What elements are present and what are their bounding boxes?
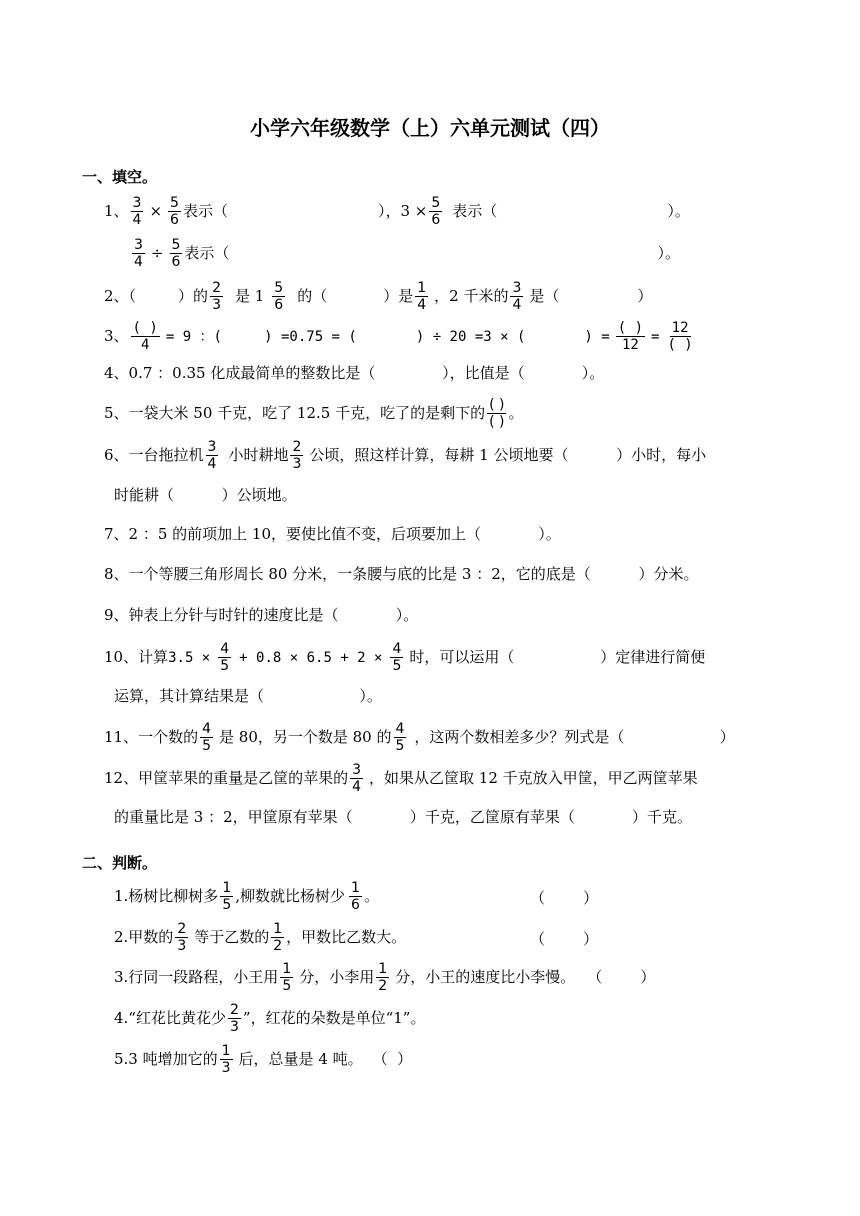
- text: 的（: [297, 287, 328, 305]
- question-8: 8、一个等腰三角形周长 80 分米，一条腰与底的比是 3 ：2，它的底是（ ）分米。: [104, 565, 699, 583]
- fraction: $\frac{3}{4}$: [352, 762, 362, 795]
- fraction: $\frac{2}{3}$: [212, 280, 221, 313]
- question-12: [104, 763, 698, 794]
- fraction: $\frac{12}{( )}$: [667, 320, 693, 353]
- text: 。: [508, 404, 524, 422]
- fraction: $\frac{1}{4}$: [417, 280, 427, 313]
- fraction: $\frac{2}{3}$: [177, 921, 187, 954]
- question-6: [104, 440, 706, 471]
- question-number: 3、: [104, 327, 129, 345]
- fraction: $\frac{3}{4}$: [132, 195, 142, 228]
- fraction: $\frac{5}{6}$: [431, 195, 441, 228]
- text: ，如果从乙筐取 12 千克放入甲筐，甲乙两筐苹果: [369, 769, 698, 787]
- judge-2: [114, 922, 406, 953]
- text: 表示（: [182, 202, 228, 220]
- expression: + 0.8 × 6.5 + 2 ×: [239, 649, 383, 666]
- text: ，2 千米的: [434, 287, 509, 305]
- fraction: $\frac{5}{6}$: [274, 280, 284, 313]
- question-6-cont: 时能耕（ ）公顷地。: [114, 486, 297, 504]
- judge-5-answer[interactable]: （ ）: [372, 1050, 413, 1068]
- text: 是 1: [234, 287, 265, 305]
- text: 是 80，另一个数是 80 的: [219, 728, 392, 746]
- text: 2.甲数的: [114, 928, 174, 946]
- fraction: $\frac{2}{3}$: [229, 1002, 239, 1035]
- text: 1.杨树比柳树多: [114, 887, 219, 905]
- text: 6、一台拖拉机: [104, 446, 204, 464]
- fraction: $\frac{2}{3}$: [292, 439, 302, 472]
- text: ，这两个数相差多少？列式是（ ）: [414, 728, 735, 746]
- text: 11、一个数的: [104, 728, 199, 746]
- fraction: $\frac{3}{4}$: [134, 237, 143, 270]
- text: 分，小李用: [299, 968, 375, 986]
- text: 12、甲筐苹果的重量是乙筐的苹果的: [104, 769, 349, 787]
- text: 。: [363, 887, 379, 905]
- section-fill-heading: 一、填空。: [82, 168, 158, 186]
- question-2: [104, 281, 652, 312]
- text: ）: [637, 287, 653, 305]
- question-5: [104, 398, 524, 429]
- fraction: $\frac{1}{5}$: [222, 880, 232, 913]
- fraction: $\frac{( )}{4}$: [132, 320, 158, 353]
- fraction: $\frac{1}{2}$: [378, 961, 388, 994]
- question-1a: [104, 196, 690, 227]
- text: 表示（: [452, 202, 498, 220]
- fraction: $\frac{1}{2}$: [273, 921, 283, 954]
- judge-1: [114, 881, 379, 912]
- text: ”，红花的朵数是单位“1”。: [242, 1009, 426, 1027]
- fraction: $\frac{4}{5}$: [202, 721, 212, 754]
- judge-3: [114, 962, 655, 993]
- fraction: $\frac{4}{5}$: [220, 641, 230, 674]
- fraction: $\frac{1}{5}$: [282, 961, 292, 994]
- fraction: $\frac{4}{5}$: [395, 721, 405, 754]
- question-10-cont: 运算，其计算结果是（ ）。: [114, 687, 382, 705]
- text: = 9 ：( ) =0.75 = ( ) ÷ 20 =3 × ( ) =: [165, 328, 610, 345]
- question-number: 1、: [104, 202, 129, 220]
- text: ）的: [178, 287, 209, 305]
- times-sign: ×: [149, 202, 163, 220]
- question-4: 4、0.7 ：0.35 化成最简单的整数比是（ ），比值是（ ）。: [104, 364, 605, 382]
- judge-4: [114, 1003, 425, 1034]
- fraction: $\frac{1}{3}$: [221, 1043, 231, 1076]
- judge-2-answer[interactable]: （ ）: [530, 930, 599, 948]
- question-1b: [130, 238, 680, 269]
- text: 5、一袋大米 50 千克，吃了 12.5 千克，吃了的是剩下的: [104, 404, 486, 422]
- text: 是（: [529, 287, 560, 305]
- expression: 3.5 ×: [168, 649, 211, 666]
- fraction: $\frac{( )}{12}$: [617, 320, 644, 353]
- text: ）。: [657, 244, 680, 262]
- section-judge-heading: 二、判断。: [82, 854, 158, 872]
- page-title: 小学六年级数学（上）六单元测试（四）: [250, 116, 610, 140]
- judge-3-answer[interactable]: （ ）: [587, 968, 656, 986]
- text: 4.“红花比黄花少: [114, 1009, 226, 1027]
- question-3: [104, 321, 697, 352]
- fraction: $\frac{3}{4}$: [512, 280, 522, 313]
- text: 小时耕地: [228, 446, 289, 464]
- text: 分，小王的速度比小李慢。: [395, 968, 576, 986]
- fraction: $\frac{5}{6}$: [170, 195, 179, 228]
- text: ）。: [667, 202, 690, 220]
- fraction-blank[interactable]: $\frac{( )}{( )}$: [489, 397, 505, 430]
- text: 时，可以运用（ ）定律进行简便: [409, 648, 706, 666]
- question-12-cont: 的重量比是 3 ：2，甲筐原有苹果（ ）千克，乙筐原有苹果（ ）千克。: [114, 808, 693, 826]
- question-11: [104, 722, 735, 753]
- judge-1-answer[interactable]: （ ）: [530, 889, 599, 907]
- question-10: [104, 642, 705, 673]
- fraction: $\frac{3}{4}$: [207, 439, 217, 472]
- text: ,柳数就比杨树少: [235, 887, 346, 905]
- fraction: $\frac{1}{6}$: [351, 880, 360, 913]
- text: 5.3 吨增加它的: [114, 1050, 218, 1068]
- fraction: $\frac{5}{6}$: [171, 237, 181, 270]
- text: 公顷，照这样计算，每耕 1 公顷地要（ ）小时，每小: [309, 446, 707, 464]
- text: 3.行同一段路程，小王用: [114, 968, 279, 986]
- text: 等于乙数的: [194, 928, 270, 946]
- text: ），3 ×: [377, 202, 428, 220]
- judge-5: [114, 1044, 412, 1075]
- text: 10、计算: [104, 648, 169, 666]
- text: ，甲数比乙数大。: [286, 928, 407, 946]
- text: 表示（: [184, 244, 230, 262]
- text: =: [651, 328, 660, 345]
- text: 后，总量是 4 吨。: [238, 1050, 363, 1068]
- divide-sign: ÷: [150, 244, 164, 262]
- fraction: $\frac{4}{5}$: [392, 641, 402, 674]
- text: 2、（: [104, 287, 137, 305]
- question-7: 7、2 ：5 的前项加上 10，要使比值不变，后项要加上（ ）。: [104, 525, 561, 543]
- question-9: 9、钟表上分针与时针的速度比是（ ）。: [104, 606, 419, 624]
- text: ）是: [383, 287, 414, 305]
